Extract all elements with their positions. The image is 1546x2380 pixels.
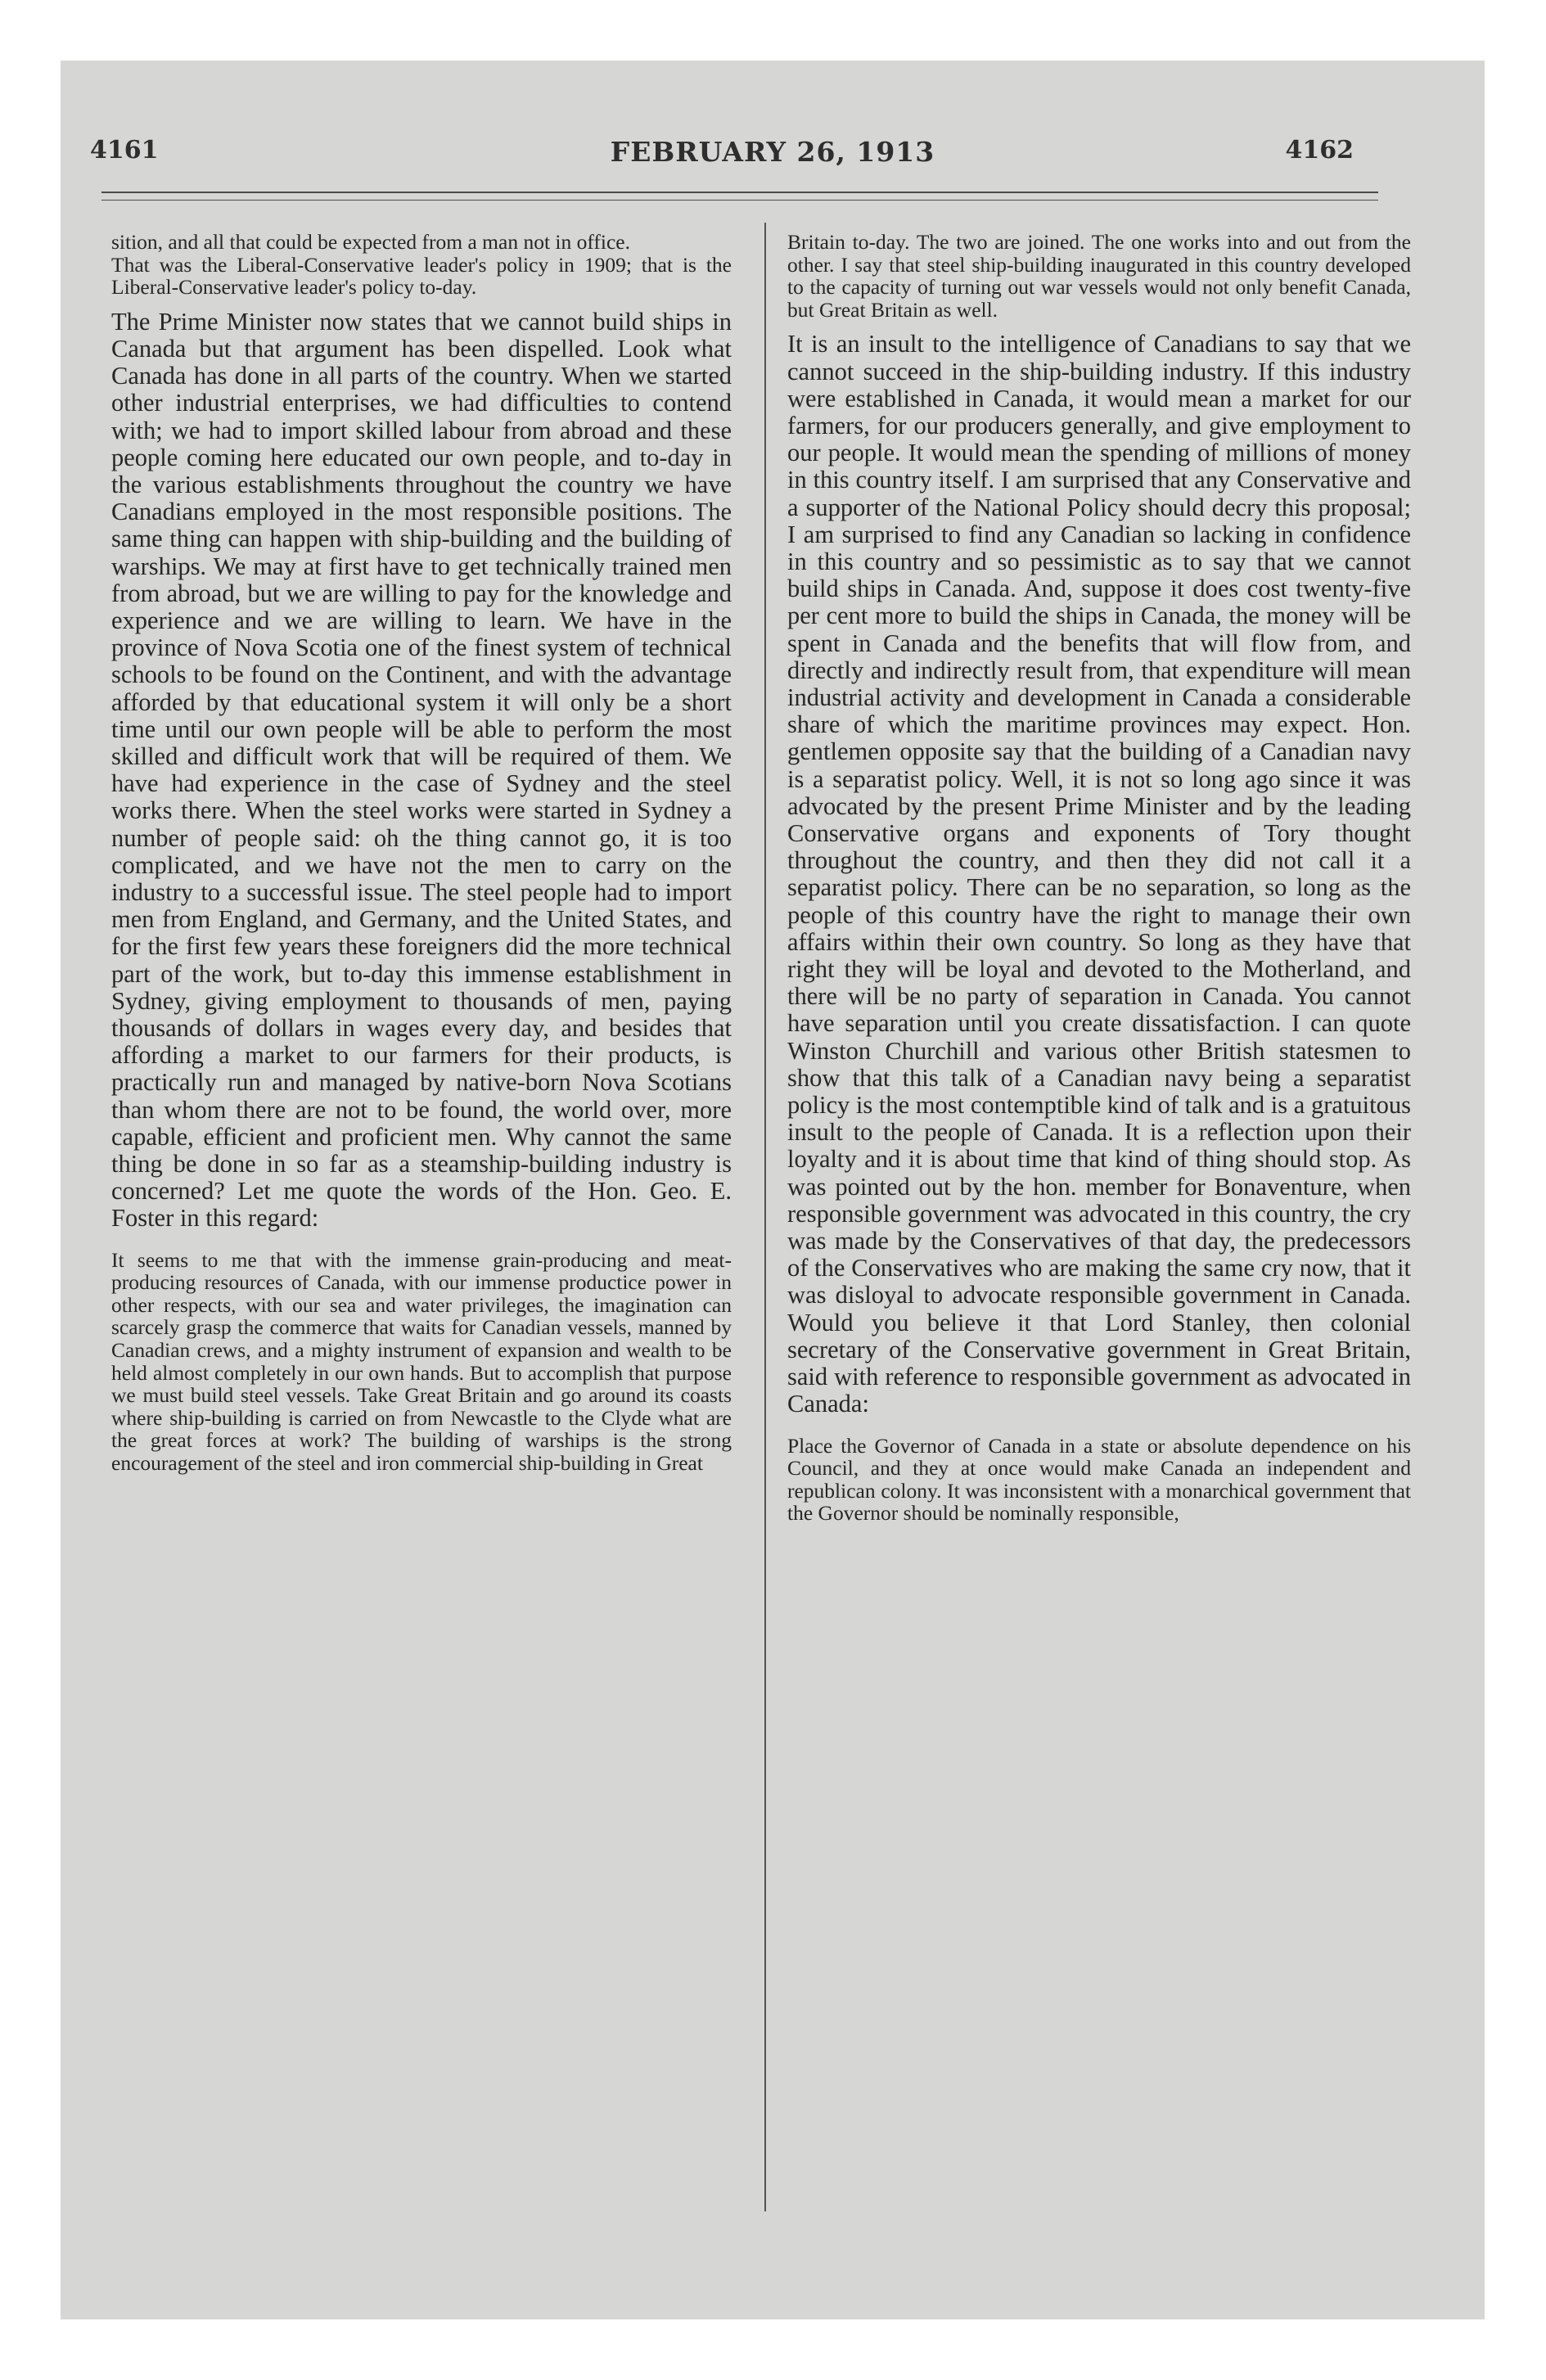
right-column xyxy=(787,231,1411,1525)
right-paragraph-1: Britain to-day. The two are joined. The one works into and out from the other. I say that steel ship-building inaugurated in this country developed to the capacity of turning out war vessels would not only benefit Canada, but Great Britain as well. xyxy=(787,230,1411,322)
left-paragraph-2: That was the Liberal-Conservative leader's policy in 1909; that is the Liberal-Conservative leader's policy to-day. xyxy=(111,252,732,300)
page-number-left: 4161 xyxy=(90,136,159,165)
scanned-page xyxy=(61,61,1485,2319)
right-quote: Place the Governor of Canada in a state or absolute dependence on his Council, and they at once would make Canada an independent and republican colony. It was inconsistent with a monarchical government that the Governor should be nominally responsible, xyxy=(787,1433,1411,1526)
left-column xyxy=(111,231,732,1475)
header-rule xyxy=(101,192,1378,193)
page-number-right: 4162 xyxy=(1285,136,1354,165)
column-separator xyxy=(764,223,766,2211)
left-paragraph-3: The Prime Minister now states that we cannot build ships in Canada but that argument has been dispelled. Look what Canada has done in all parts of the country. When we started other industrial enterprises, we had difficulties to contend with; we had to import skilled labour from abroad and these people coming here educated our own people, and to-day in the various establishments throughout the country we have Canadians employed in the most responsible positions. The same thing can happen with ship-building and the building of warships. We may at first have to get technically trained men from abroad, but we are willing to pay for the knowledge and experience and we are willing to learn. We have in the province of Nova Scotia one of the finest system of technical schools to be found on the Continent, and with the advantage afforded by that educational system it will only be a short time until our own people will be able to perform the most skilled and difficult work that will be required of them. We have had experience in the case of Sydney and the steel works there. When the steel works were started in Sydney a number of people said: oh the thing cannot go, it is too complicated, and we have not the men to carry on the industry to a successful issue. The steel people had to import men from England, and Germany, and the United States, and for the first few years these foreigners did the more technical part of the work, but to-day this immense establishment in Sydney, giving employment to thousands of men, paying thousands of dollars in wages every day, and besides that affording a market to our farmers for their products, is practically run and managed by native-born Nova Scotians than whom there are not to be found, the world over, more capable, efficient and proficient men. Why cannot the same thing be done in so far as a steamship-building industry is concerned? Let me quote the words of the Hon. Geo. E. Foster in this regard: xyxy=(111,307,732,1233)
header-rule-thin xyxy=(101,200,1378,201)
page-header xyxy=(61,136,1485,185)
page-date: FEBRUARY 26, 1913 xyxy=(610,136,935,168)
right-paragraph-2: It is an insult to the intelligence of Canadians to say that we cannot succeed in the ship-building industry. If this industry were established in Canada, it would mean a market for our farmers, for our producers generally, and give employment to our people. It would mean the spending of millions of money in this country itself. I am surprised that any Conservative and a supporter of the National Policy should decry this proposal; I am surprised to find any Canadian so lacking in confidence in this country and so pessimistic as to say that we cannot build ships in Canada. And, suppose it does cost twenty-five per cent more to build the ships in Canada, the money will be spent in Canada and the benefits that will flow from, and directly and indirectly result from, that expenditure will mean industrial activity and development in Canada a considerable share of which the maritime provinces may expect. Hon. gentlemen opposite say that the building of a Canadian navy is a separatist policy. Well, it is not so long ago since it was advocated by the present Prime Minister and by the leading Conservative organs and exponents of Tory thought throughout the country, and then they did not call it a separatist policy. There can be no separation, so long as the people of this country have the right to manage their own affairs within their own country. So long as they have that right they will be loyal and devoted to the Motherland, and there will be no party of separation in Canada. You cannot have separation until you create dissatisfaction. I can quote Winston Churchill and various other British statesmen to show that this talk of a Canadian navy being a separatist policy is the most contemptible kind of talk and is a gratuitous insult to the people of Canada. It is a reflection upon their loyalty and it is about time that kind of thing should stop. As was pointed out by the hon. member for Bonaventure, when responsible government was advocated in this country, the cry was made by the Conservatives of that day, the predecessors of the Conservatives who are making the same cry now, that it was disloyal to advocate responsible government in Canada. Would you believe it that Lord Stanley, then colonial secretary of the Conservative government in Great Britain, said with reference to responsible government as advocated in Canada: xyxy=(787,330,1411,1418)
left-paragraph-1: sition, and all that could be expected from a man not in office. xyxy=(111,230,631,254)
left-quote: It seems to me that with the immense grain-producing and meat-producing resources of Canada, with our immense productice power in other respects, with our sea and water privileges, the imagination can scarcely grasp the commerce that waits for Canadian vessels, manned by Canadian crews, and a mighty instrument of expansion and wealth to be held almost completely in our own hands. But to accomplish that purpose we must build steel vessels. Take Great Britain and go around its coasts where ship-building is carried on from Newcastle to the Clyde what are the great forces at work? The building of warships is the strong encouragement of the steel and iron commercial ship-building in Great xyxy=(111,1247,732,1476)
